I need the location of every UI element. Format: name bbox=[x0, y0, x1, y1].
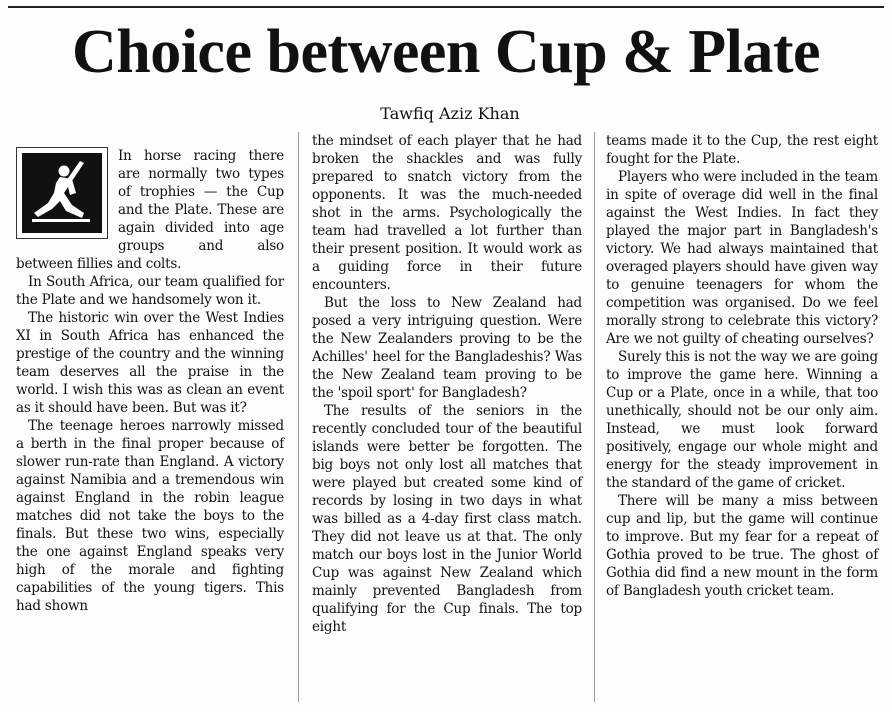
paragraph: the mindset of each player that he had broken the shackles and was fully prepared to snatch victory from the opponents. It was the much-needed shot in the arms. Psychologically the team had travelled a lot further than their present position. It would work as a guiding force in their future encounters. bbox=[312, 133, 582, 293]
byline: Tawfiq Aziz Khan bbox=[380, 104, 520, 123]
paragraph: In horse racing there are normally two types of trophies — the Cup and the Plate. These are again divided into age groups and also between fillies and colts. bbox=[16, 148, 284, 272]
headline: Choice between Cup & Plate bbox=[71, 18, 821, 86]
paragraph: Players who were included in the team in spite of overage did well in the final against the West Indies. In fact they played the major part in Bangladesh's victory. We had always maintained that overaged players should have given way to genuine teenagers for whom the competition was organised. Do we feel morally strong to celebrate this victory? Are we not guilty of cheating ourselves? bbox=[606, 169, 878, 347]
article-column-2 bbox=[312, 132, 582, 636]
paragraph: There will be many a miss between cup and lip, but the game will continue to improve. But my fear for a repeat of Gothia proved to be true. The ghost of Gothia did find a new mount in the form of Bangladesh youth cricket team. bbox=[606, 493, 878, 599]
column-divider bbox=[594, 132, 595, 702]
cricket-batsman-icon bbox=[22, 153, 102, 233]
article-column-1 bbox=[16, 147, 284, 615]
column-logo bbox=[16, 147, 108, 239]
column-divider bbox=[298, 132, 299, 702]
paragraph: Surely this is not the way we are going to improve the game here. Winning a Cup or a Plate, once in a while, that too unethically, should not be our only aim. Instead, we must look forward positively, engage our whole might and energy for the steady improvement in the standard of the game of cricket. bbox=[606, 349, 878, 491]
paragraph: The teenage heroes narrowly missed a berth in the final proper because of slower run-rate than England. A victory against Namibia and a tremendous win against England in the robin league matches did not take the boys to the finals. But these two wins, especially the one against England speaks very high of the morale and fighting capabilities of the young tigers. This had shown bbox=[16, 418, 284, 614]
paragraph: In South Africa, our team qualified for the Plate and we handsomely won it. bbox=[16, 274, 284, 308]
paragraph: The historic win over the West Indies XI in South Africa has enhanced the prestige of the country and the winning team deserves all the praise in the world. I wish this was as clean an event as it should have been. But was it? bbox=[16, 310, 284, 416]
paragraph: teams made it to the Cup, the rest eight fought for the Plate. bbox=[606, 133, 878, 167]
paragraph: The results of the seniors in the recently concluded tour of the beautiful islands were better be forgotten. The big boys not only lost all matches that were played but created some kind of records by losing in two days in what was billed as a 4-day first class match. They did not leave us at that. The only match our boys lost in the Junior World Cup was against New Zealand which mainly prevented Bangladesh from qualifying for the Cup finals. The top eight bbox=[312, 403, 582, 635]
paragraph: But the loss to New Zealand had posed a very intriguing question. Were the New Zealanders proving to be the Achilles' heel for the Bangladeshis? Was the New Zealand team proving to be the 'spoil sport' for Bangladesh? bbox=[312, 295, 582, 401]
article-column-3 bbox=[606, 132, 878, 600]
